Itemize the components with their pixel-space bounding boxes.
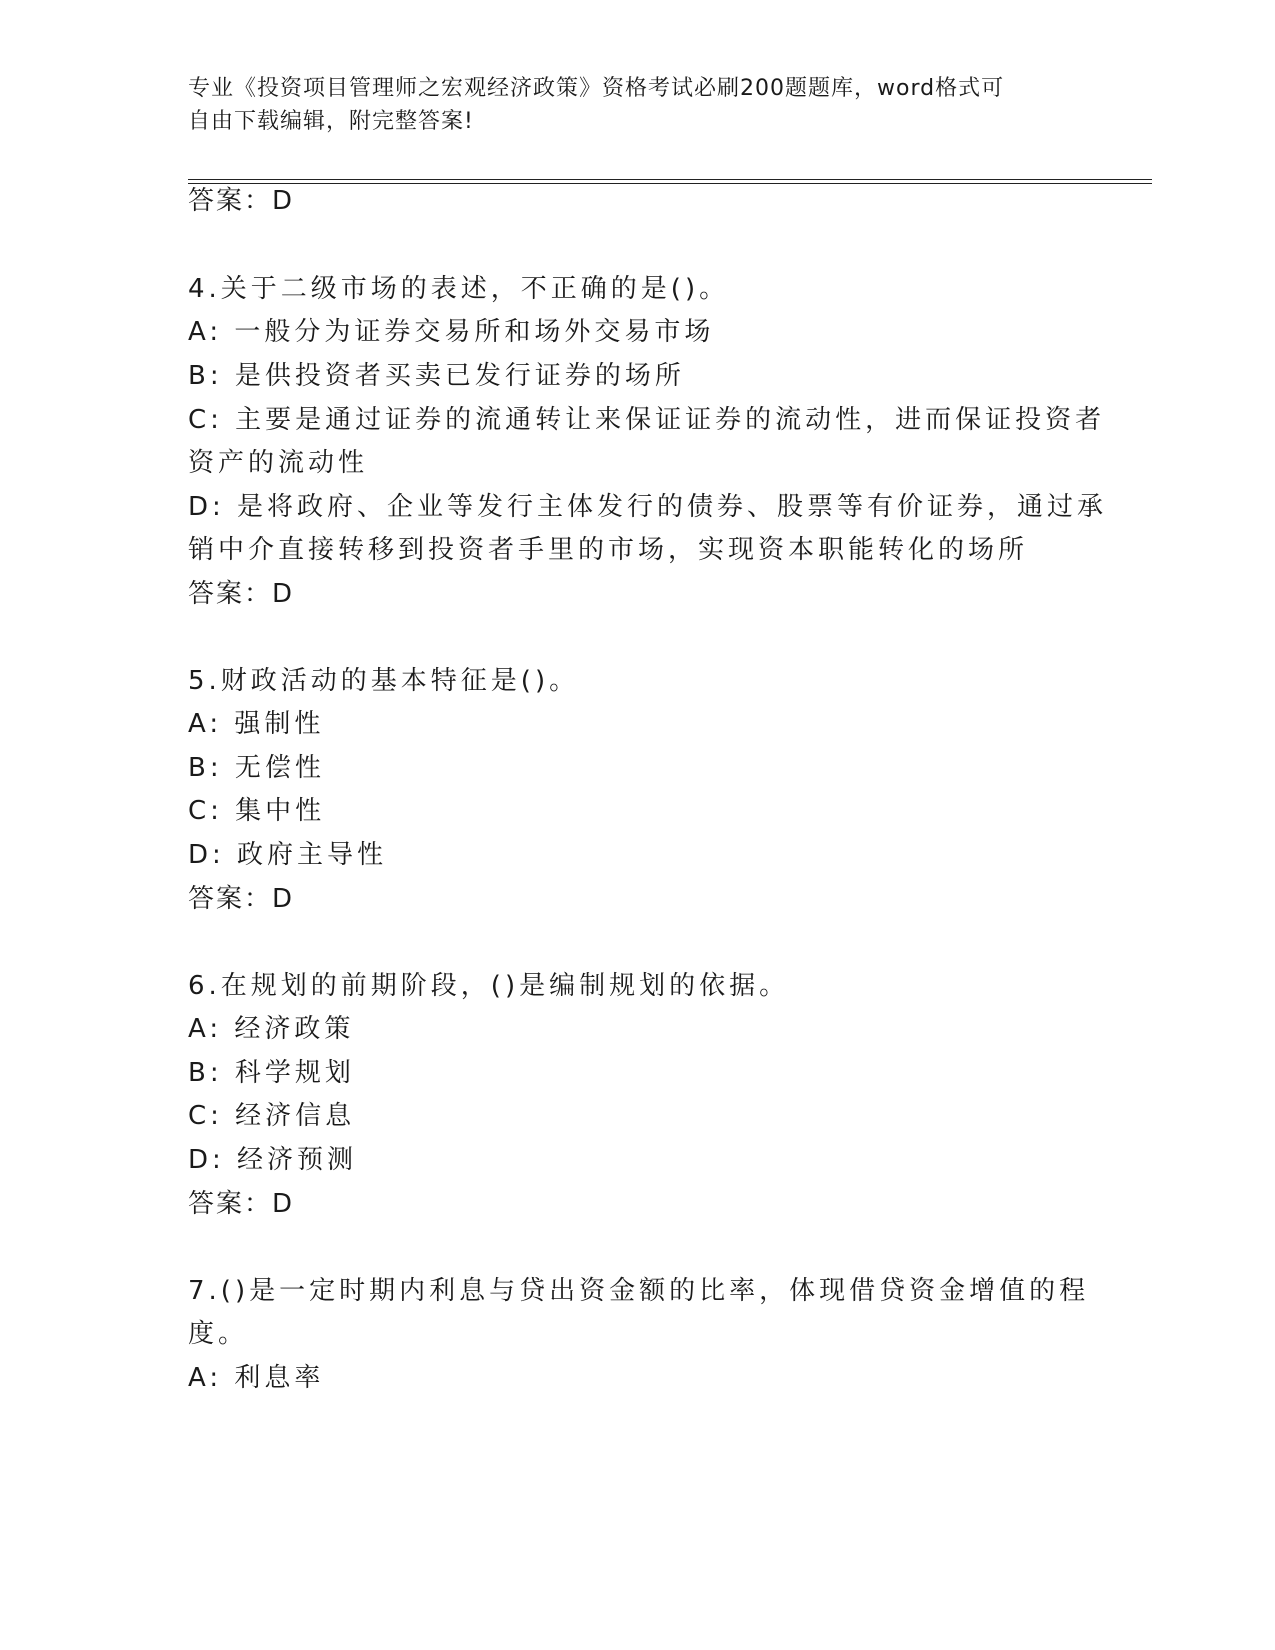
question-7-option-a: A: 利息率 <box>188 1363 325 1393</box>
question-7-stem-line-2: 度。 <box>188 1319 249 1349</box>
question-4-answer: 答案：D <box>188 579 295 609</box>
header-line-2: 自由下载编辑，附完整答案! <box>188 109 474 134</box>
question-5-answer: 答案：D <box>188 884 295 914</box>
question-4-option-d-line-1: D: 是将政府、企业等发行主体发行的债券、股票等有价证券，通过承 <box>188 492 1108 522</box>
question-4-stem: 4.关于二级市场的表述，不正确的是()。 <box>188 274 730 304</box>
question-5-option-a: A: 强制性 <box>188 709 325 739</box>
question-6-stem: 6.在规划的前期阶段，()是编制规划的依据。 <box>188 971 790 1001</box>
question-6-option-b: B: 科学规划 <box>188 1058 355 1088</box>
question-4-option-d-line-2: 销中介直接转移到投资者手里的市场，实现资本职能转化的场所 <box>188 535 1029 565</box>
question-5-option-c: C: 集中性 <box>188 796 326 826</box>
header-divider-top <box>188 179 1152 180</box>
page-header <box>188 72 1068 138</box>
question-6-option-c: C: 经济信息 <box>188 1101 356 1131</box>
question-6-option-a: A: 经济政策 <box>188 1014 355 1044</box>
question-5-option-b: B: 无偿性 <box>188 753 325 783</box>
header-divider-bottom <box>188 183 1152 184</box>
question-4-option-c-line-2: 资产的流动性 <box>188 448 369 478</box>
question-6-option-d: D: 经济预测 <box>188 1145 358 1175</box>
question-4-option-b: B: 是供投资者买卖已发行证券的场所 <box>188 361 685 391</box>
question-7-stem-line-1: 7.()是一定时期内利息与贷出资金额的比率，体现借贷资金增值的程 <box>188 1276 1090 1306</box>
question-6-answer: 答案：D <box>188 1189 295 1219</box>
question-4-option-c-line-1: C: 主要是通过证券的流通转让来保证证券的流动性，进而保证投资者 <box>188 405 1106 435</box>
question-5-option-d: D: 政府主导性 <box>188 840 388 870</box>
answer-previous: 答案：D <box>188 186 295 216</box>
header-line-1: 专业《投资项目管理师之宏观经济政策》资格考试必刷200题题库，word格式可 <box>188 76 1005 101</box>
question-4-option-a: A: 一般分为证券交易所和场外交易市场 <box>188 317 715 347</box>
question-5-stem: 5.财政活动的基本特征是()。 <box>188 666 580 696</box>
